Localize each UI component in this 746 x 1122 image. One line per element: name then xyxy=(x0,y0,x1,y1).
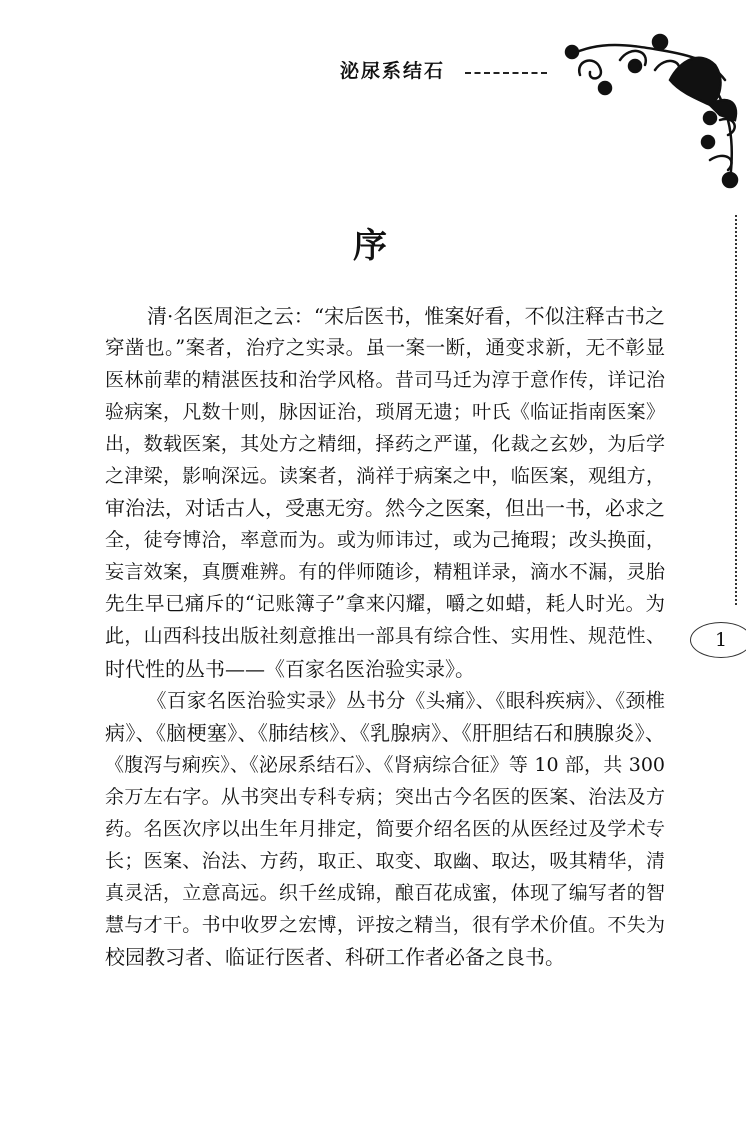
text-line: 医林前辈的精湛医技和治学风格。昔司马迁为淳于意作传，详记治 xyxy=(105,369,665,392)
page-number: 1 xyxy=(690,622,746,658)
text-line: 穿凿也。”案者，治疗之实录。虽一案一断，通变求新，无不彰显 xyxy=(105,336,665,360)
text-line: 清·名医周洰之云：“宋后医书，惟案好看，不似注释古书之 xyxy=(147,304,665,328)
text-line: 《百家名医治验实录》丛书分《头痛》、《眼科疾病》、《颈椎 xyxy=(147,688,665,712)
preface-body xyxy=(105,300,665,973)
text-line: 慧与才干。书中收罗之宏博，评按之精当，很有学术价值。不失为 xyxy=(105,913,665,936)
text-line: 药。名医次序以出生年月排定，简要介绍名医的从医经过及学术专 xyxy=(105,817,665,840)
running-head: 泌尿系结石 xyxy=(340,60,446,82)
text-line: 校园教习者、临证行医者、科研工作者必备之良书。 xyxy=(105,944,565,969)
floral-corner-ornament-icon xyxy=(560,20,746,190)
text-line: 此，山西科技出版社刻意推出一部具有综合性、实用性、规范性、 xyxy=(105,625,665,648)
text-line: 真灵活，立意高远。织千丝成锦，酿百花成蜜，体现了编写者的智 xyxy=(105,881,665,904)
text-line: 《腹泻与痢疾》、《泌尿系结石》、《肾病综合征》等 10 部，共 300 xyxy=(105,753,665,776)
text-line: 全，徒夸博洽，率意而为。或为师讳过，或为己掩瑕；改头换面， xyxy=(105,529,665,552)
text-line: 时代性的丛书——《百家名医治验实录》。 xyxy=(105,656,475,681)
header-dashed-rule xyxy=(465,72,547,74)
text-line: 出，数载医案，其处方之精细，择药之严谨，化裁之玄妙，为后学 xyxy=(105,433,665,456)
margin-dotted-rule xyxy=(735,215,737,605)
text-line: 验病案，凡数十则，脉因证治，琐屑无遗；叶氏《临证指南医案》 xyxy=(105,401,665,424)
text-line: 先生早已痛斥的“记账簿子”拿来闪耀，嚼之如蜡，耗人时光。为 xyxy=(105,592,665,616)
paragraph-1 xyxy=(105,300,665,685)
text-line: 妄言效案，真赝难辨。有的伴师随诊，精粗详录，滴水不漏，灵胎 xyxy=(105,561,665,584)
text-line: 长；医案、治法、方药，取正、取变、取幽、取达，吸其精华，清 xyxy=(105,849,665,872)
text-line: 审治法，对话古人，受惠无穷。然今之医案，但出一书，必求之 xyxy=(105,496,665,521)
paragraph-2 xyxy=(105,685,665,973)
text-line: 之津梁，影响深远。读案者，淌祥于病案之中，临医案，观组方， xyxy=(105,465,665,488)
page-title: 序 xyxy=(353,226,387,266)
text-line: 病》、《脑梗塞》、《肺结核》、《乳腺病》、《肝胆结石和胰腺炎》、 xyxy=(105,720,665,745)
text-line: 余万左右字。从书突出专科专病；突出古今名医的医案、治法及方 xyxy=(105,785,665,808)
